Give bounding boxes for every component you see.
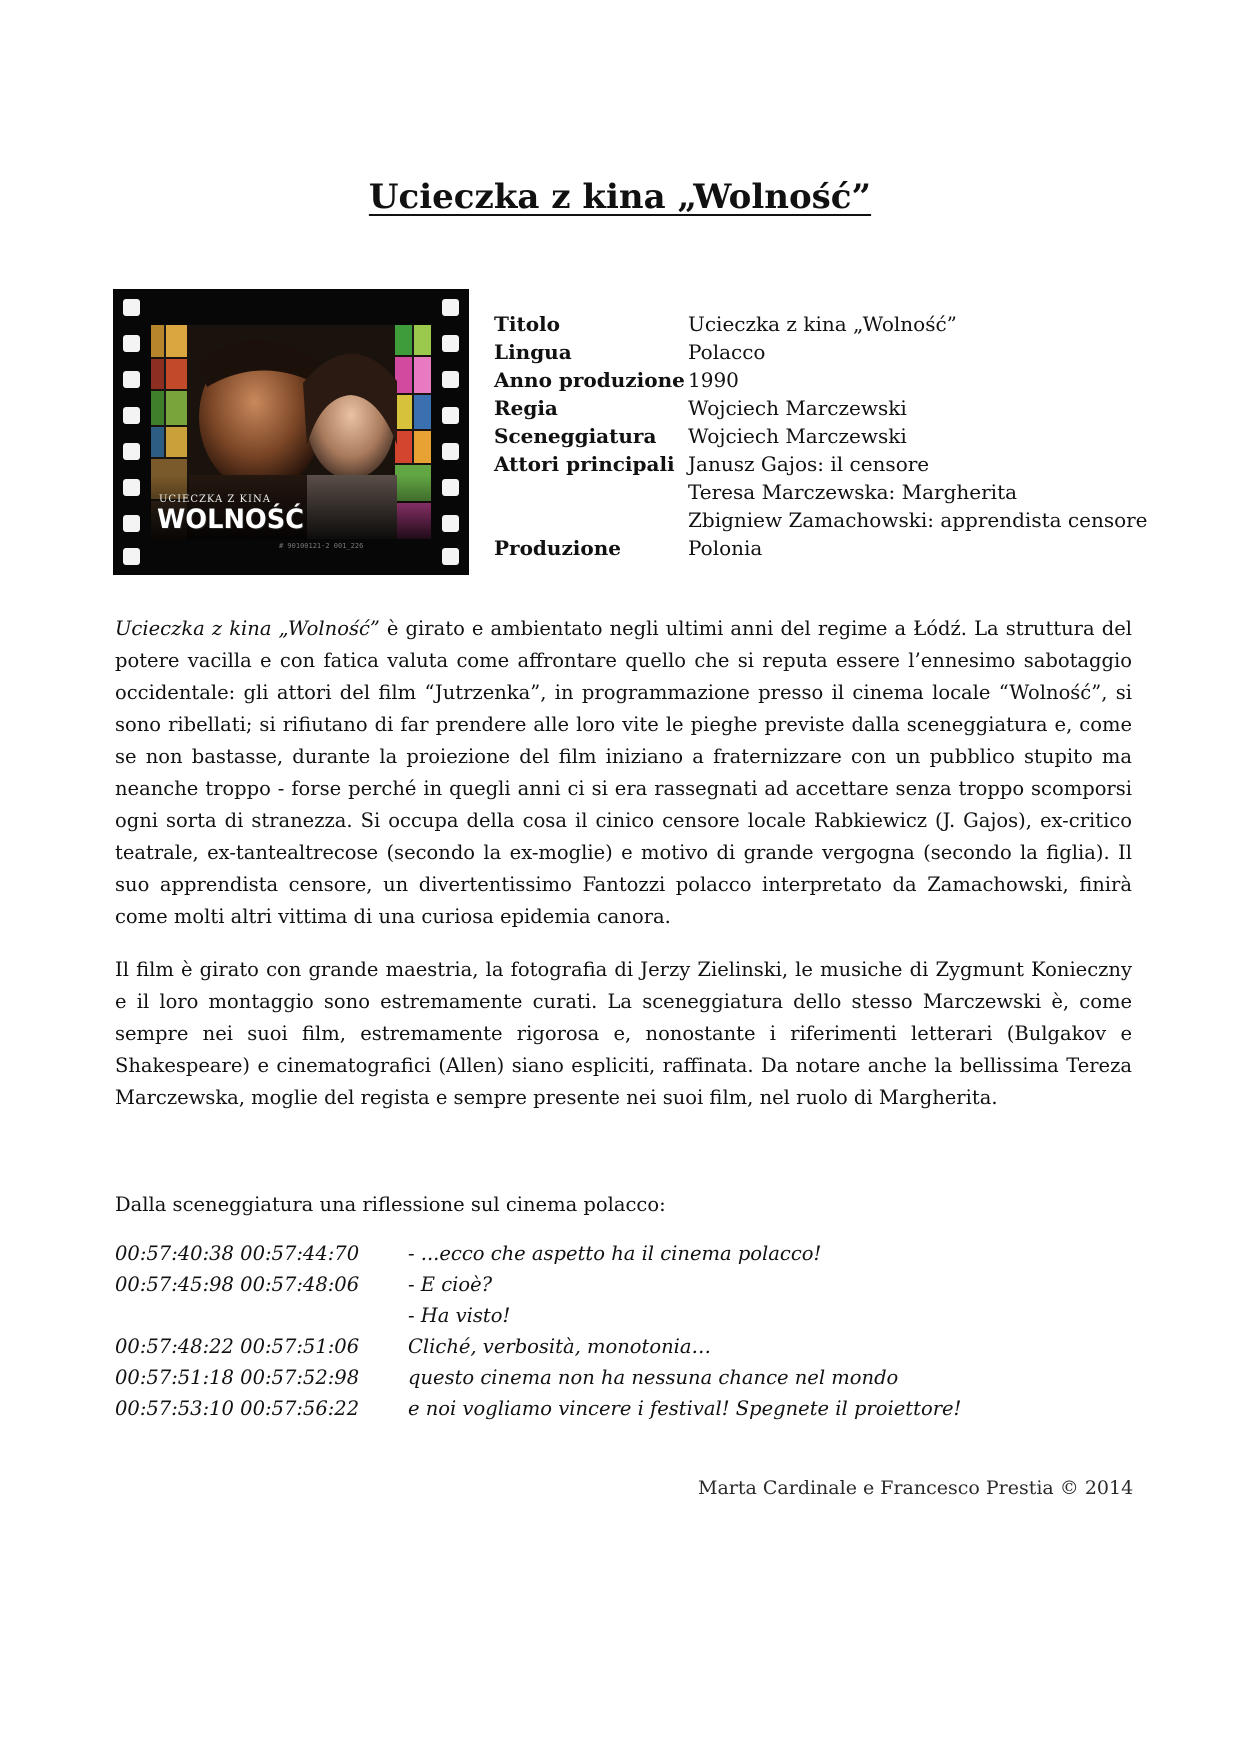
info-label: Sceneggiatura	[494, 424, 657, 448]
sprocket-hole	[123, 479, 140, 496]
synopsis-paragraph	[115, 613, 1132, 933]
subtitle-row	[115, 1331, 1115, 1362]
synopsis-film-title: Ucieczka z kina „Wolność”	[115, 617, 380, 640]
poster-watermark: # 90100121-2 001_226	[279, 542, 364, 550]
info-label: Attori principali	[494, 452, 675, 476]
poster-big-title: WOLNOŚĆ	[157, 504, 305, 535]
sprocket-hole	[442, 335, 459, 352]
info-label: Produzione	[494, 536, 622, 560]
info-row	[494, 422, 1148, 450]
info-value: Wojciech Marczewski	[688, 424, 907, 448]
subtitle-row	[115, 1362, 1115, 1393]
info-value: Zbigniew Zamachowski: apprendista censore	[688, 508, 1148, 532]
sprocket-hole	[123, 548, 140, 565]
sprocket-hole	[442, 479, 459, 496]
sprocket-hole	[123, 335, 140, 352]
subtitle-row	[115, 1393, 1115, 1424]
subtitle-row	[115, 1238, 1115, 1269]
subtitle-text: Cliché, verbosità, monotonia…	[408, 1335, 712, 1358]
sprocket-hole	[442, 371, 459, 388]
sprocket-hole	[123, 299, 140, 316]
sprocket-hole	[442, 443, 459, 460]
subtitle-timecode: 00:57:53:10 00:57:56:22	[115, 1397, 360, 1420]
sprocket-hole	[442, 548, 459, 565]
sprocket-hole	[442, 515, 459, 532]
page-title-text: Ucieczka z kina „Wolność”	[368, 177, 872, 217]
info-value: Teresa Marczewska: Margherita	[688, 480, 1018, 504]
review-paragraph: Il film è girato con grande maestria, la fotografia di Jerzy Zielinski, le musiche di Zygmunt Konieczny e il loro montaggio sono estremamente curati. La sceneggiatura dello stesso Marczewski è, come sempre nei suoi film, estremamente rigorosa e, nonostante i riferimenti letterari (Bulgakov e Shakespeare) e cinematografici (Allen) siano espliciti, raffinata. Da notare anche la bellissima Tereza Marczewska, moglie del regista e sempre presente nei suoi film, nel ruolo di Margherita.	[115, 958, 1132, 1109]
film-info-table	[494, 310, 1148, 562]
sprocket-hole	[123, 515, 140, 532]
info-row	[494, 366, 1148, 394]
subtitle-timecode: 00:57:45:98 00:57:48:06	[115, 1273, 360, 1296]
sprocket-hole	[123, 371, 140, 388]
subtitle-timecode: 00:57:48:22 00:57:51:06	[115, 1335, 360, 1358]
info-row	[494, 310, 1148, 338]
info-value: Janusz Gajos: il censore	[688, 452, 930, 476]
copyright-notice: Marta Cardinale e Francesco Prestia © 2014	[698, 1477, 1134, 1499]
subtitle-row	[115, 1300, 1115, 1331]
info-row	[494, 478, 1148, 506]
info-label	[494, 478, 688, 506]
subtitle-timecode: 00:57:40:38 00:57:44:70	[115, 1242, 360, 1265]
subtitle-text: e noi vogliamo vincere i festival! Spegnete il proiettore!	[408, 1397, 962, 1420]
sprocket-hole	[123, 407, 140, 424]
subtitle-text: - E cioè?	[408, 1273, 493, 1296]
info-value: Ucieczka z kina „Wolność”	[688, 312, 957, 336]
subtitle-text: - Ha visto!	[408, 1304, 511, 1327]
info-row	[494, 338, 1148, 366]
subtitle-text: questo cinema non ha nessuna chance nel mondo	[408, 1366, 899, 1389]
info-row	[494, 534, 1148, 562]
synopsis-text: è girato e ambientato negli ultimi anni del regime a Łódź. La struttura del potere vacilla e con fatica valuta come affrontare quello che si reputa essere l’ennesimo sabotaggio occidentale: gli attori del film “Jutrzenka”, in programmazione presso il cinema locale “Wolność”, si sono ribellati; si rifiutano di far prendere alle loro vite le pieghe previste dalla sceneggiatura e, come se non bastasse, durante la proiezione del film iniziano a fraternizzare con un pubblico stupito ma neanche troppo - forse perché in quegli anni ci si era rassegnati ad accettare senza troppo scomporsi ogni sorta di stranezza. Si occupa della cosa il cinico censore locale Rabkiewicz (J. Gajos), ex-critico teatrale, ex-tantealtrecose (secondo la ex-moglie) e motivo di grande vergogna (secondo la figlia). Il suo apprendista censore, un divertentissimo Fantozzi polacco interpretato da Zamachowski, finirà come molti altri vittima di una curiosa epidemia canora.	[115, 617, 1132, 928]
subtitle-timecode: 00:57:51:18 00:57:52:98	[115, 1366, 360, 1389]
info-label: Anno produzione	[494, 368, 685, 392]
page-title	[0, 175, 1240, 219]
poster-small-title: UCIECZKA Z KINA	[159, 494, 271, 505]
info-value: Polacco	[688, 340, 766, 364]
info-row	[494, 450, 1148, 478]
info-label: Titolo	[494, 312, 560, 336]
info-label: Regia	[494, 396, 558, 420]
sprocket-hole	[123, 443, 140, 460]
info-value: Wojciech Marczewski	[688, 396, 907, 420]
subtitle-list	[115, 1238, 1115, 1424]
info-value: Polonia	[688, 536, 763, 560]
info-label: Lingua	[494, 340, 572, 364]
sprocket-hole	[442, 407, 459, 424]
subtitle-row	[115, 1269, 1115, 1300]
info-label	[494, 506, 688, 534]
info-row	[494, 394, 1148, 422]
screenplay-intro: Dalla sceneggiatura una riflessione sul cinema polacco:	[115, 1193, 666, 1216]
sprocket-hole	[442, 299, 459, 316]
subtitle-text: - ...ecco che aspetto ha il cinema polacco!	[408, 1242, 822, 1265]
info-row	[494, 506, 1148, 534]
film-poster	[113, 289, 469, 575]
info-value: 1990	[688, 368, 739, 392]
